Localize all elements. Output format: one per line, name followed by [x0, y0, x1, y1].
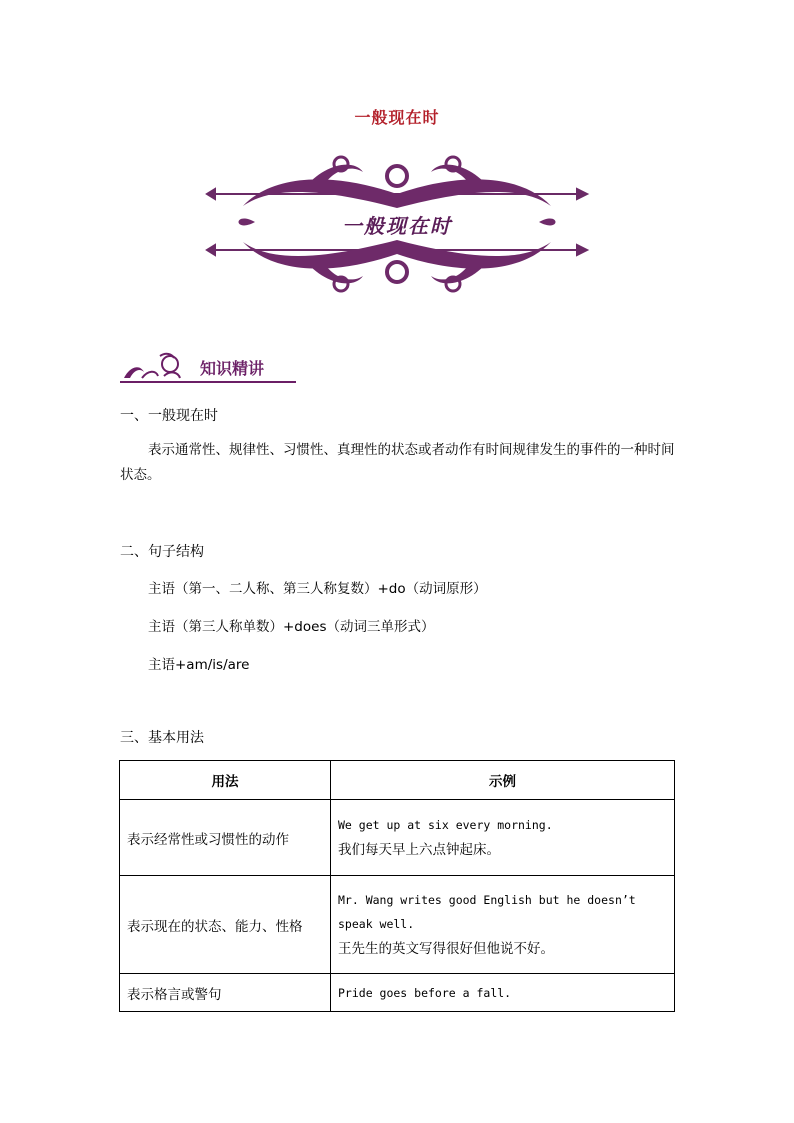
example-cell: [331, 876, 675, 974]
example-chinese: 王先生的英文写得很好但他说不好。: [338, 940, 554, 957]
column-header-usage: 用法: [120, 761, 331, 800]
banner-title: 一般现在时: [342, 214, 452, 238]
example-english: Mr. Wang writes good English but he doesn’t speak well.: [338, 892, 636, 931]
usage-cell: 表示现在的状态、能力、性格: [120, 876, 331, 974]
structure-line: 主语+am/is/are: [148, 657, 250, 673]
example-english: Pride goes before a fall.: [338, 985, 512, 1000]
example-chinese: 我们每天早上六点钟起床。: [338, 841, 500, 858]
table-row: [120, 974, 675, 1012]
example-cell: [331, 800, 675, 876]
structure-line: 主语（第三人称单数）+does（动词三单形式）: [148, 619, 435, 635]
section-label: 知识精讲: [200, 359, 265, 378]
column-header-example: 示例: [331, 761, 675, 800]
example-english: We get up at six every morning.: [338, 817, 553, 832]
structure-line: 主语（第一、二人称、第三人称复数）+do（动词原形）: [148, 581, 487, 597]
heading-part3: 三、基本用法: [120, 730, 204, 746]
section-underline: [120, 381, 296, 383]
decorative-banner: [203, 150, 591, 298]
section-header: [120, 350, 300, 386]
usage-cell: 表示格言或警句: [120, 974, 331, 1012]
page-title: 一般现在时: [354, 108, 440, 127]
table-row: [120, 800, 675, 876]
heading-part1: 一、一般现在时: [120, 408, 218, 424]
definition-paragraph: 表示通常性、规律性、习惯性、真理性的状态或者动作有时间规律发生的事件的一种时间状态。: [120, 442, 675, 483]
flourish-icon: [120, 350, 190, 382]
usage-cell: 表示经常性或习惯性的动作: [120, 800, 331, 876]
usage-table: [119, 760, 675, 1012]
example-cell: [331, 974, 675, 1012]
heading-part2: 二、句子结构: [120, 544, 204, 560]
table-row: [120, 876, 675, 974]
table-header-row: [120, 761, 675, 800]
